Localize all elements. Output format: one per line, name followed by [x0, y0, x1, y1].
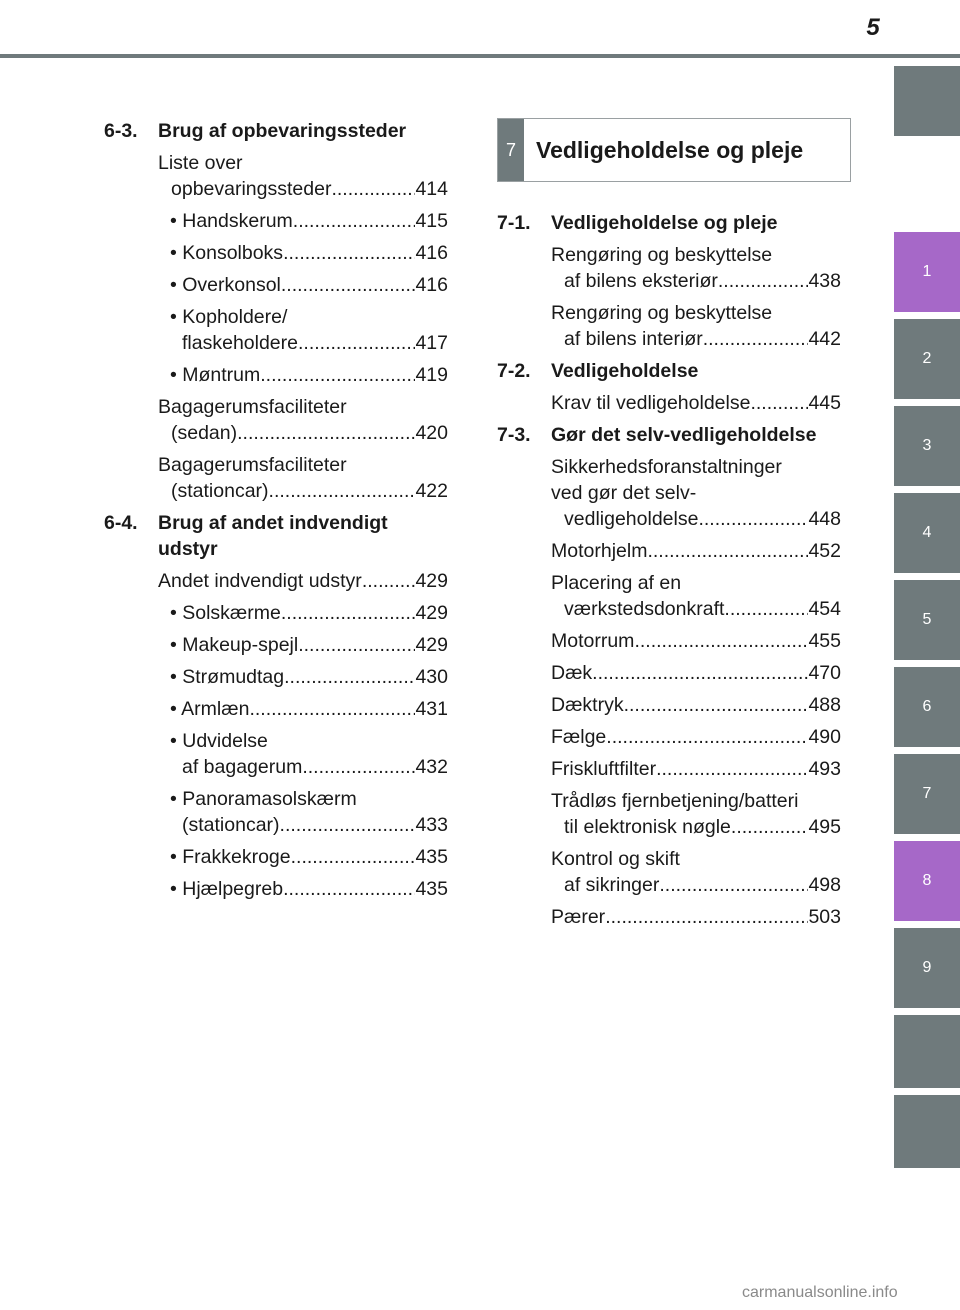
chapter-title: Vedligeholdelse og pleje — [536, 136, 804, 163]
toc-entry-label: (stationcar) — [171, 480, 269, 502]
section-title: Vedligeholdelse — [551, 360, 699, 382]
dot-leader — [750, 390, 808, 416]
toc-entry-line: Rengøring og beskyttelse — [551, 244, 773, 266]
toc-entry-label: Motorhjelm — [551, 540, 648, 562]
toc-entry[interactable] — [104, 150, 448, 202]
chapter-tab-blank-11[interactable] — [894, 1095, 960, 1168]
toc-right-column — [497, 204, 841, 930]
dot-leader — [283, 876, 415, 902]
toc-entry[interactable] — [497, 570, 841, 622]
toc-entry-label: Friskluftfilter — [551, 758, 657, 780]
toc-entry-line: • Kopholdere/ — [170, 306, 288, 328]
toc-entry[interactable] — [497, 628, 841, 654]
toc-entry-label: af bagagerum — [182, 756, 303, 778]
dot-leader — [634, 628, 808, 654]
dot-leader — [731, 814, 809, 840]
toc-entry-label: Dæktryk — [551, 694, 624, 716]
dot-leader — [284, 664, 415, 690]
toc-entry[interactable] — [104, 208, 448, 234]
dot-leader — [281, 600, 416, 626]
toc-entry-label: Pærer — [551, 906, 606, 928]
dot-leader — [283, 240, 415, 266]
toc-entry-label: • Makeup-spejl — [170, 634, 299, 656]
toc-entry[interactable] — [104, 696, 448, 722]
toc-entry[interactable] — [497, 242, 841, 294]
toc-entry[interactable] — [497, 454, 841, 532]
section-heading[interactable] — [104, 118, 448, 144]
dot-leader — [624, 692, 809, 718]
chapter-tab-4[interactable]: 4 — [894, 493, 960, 573]
dot-leader — [656, 756, 808, 782]
page-ref: 430 — [415, 666, 448, 688]
toc-entry[interactable] — [497, 756, 841, 782]
section-heading[interactable] — [497, 210, 841, 236]
chapter-tabs — [894, 66, 960, 1175]
toc-entry-label: vedligeholdelse — [564, 508, 699, 530]
toc-entry[interactable] — [104, 600, 448, 626]
toc-entry-line: • Udvidelse — [170, 730, 268, 752]
section-number: 7-1. — [497, 212, 531, 234]
toc-entry[interactable] — [104, 844, 448, 870]
toc-entry[interactable] — [497, 846, 841, 898]
toc-entry-label: • Overkonsol — [170, 274, 281, 296]
section-number: 6-4. — [104, 512, 138, 534]
toc-entry-line: Placering af en — [551, 572, 682, 594]
toc-entry-line: ved gør det selv- — [551, 482, 697, 504]
section-title: Brug af opbevaringssteder — [158, 120, 407, 142]
section-heading[interactable] — [497, 358, 841, 384]
page-ref: 493 — [808, 758, 841, 780]
page-ref: 498 — [808, 874, 841, 896]
toc-entry-label: • Møntrum — [170, 364, 261, 386]
toc-entry[interactable] — [104, 632, 448, 658]
toc-entry-line: Liste over — [158, 152, 243, 174]
page-ref: 454 — [808, 598, 841, 620]
dot-leader — [718, 268, 809, 294]
dot-leader — [698, 506, 808, 532]
section-number: 7-3. — [497, 424, 531, 446]
page-ref: 435 — [415, 846, 448, 868]
dot-leader — [331, 176, 415, 202]
page-ref: 420 — [415, 422, 448, 444]
toc-entry[interactable] — [104, 664, 448, 690]
page-ref: 416 — [415, 274, 448, 296]
chapter-tab-7[interactable]: 7 — [894, 754, 960, 834]
toc-entry-label: (stationcar) — [182, 814, 280, 836]
toc-entry[interactable] — [497, 692, 841, 718]
page-ref: 448 — [808, 508, 841, 530]
section-title: Brug af andet indvendigt udstyr — [158, 512, 388, 560]
toc-entry[interactable] — [104, 786, 448, 838]
toc-entry-label: Dæk — [551, 662, 593, 684]
toc-entry-label: • Handskerum — [170, 210, 293, 232]
page-ref: 429 — [415, 570, 448, 592]
page-ref: 455 — [808, 630, 841, 652]
page-ref: 429 — [415, 602, 448, 624]
dot-leader — [269, 478, 416, 504]
toc-entry-label: flaskeholdere — [182, 332, 298, 354]
chapter-heading-box — [497, 118, 851, 182]
toc-entry-label: • Strømudtag — [170, 666, 285, 688]
page-ref: 495 — [808, 816, 841, 838]
dot-leader — [302, 754, 415, 780]
page-ref: 442 — [808, 328, 841, 350]
toc-entry[interactable] — [104, 394, 448, 446]
toc-entry[interactable] — [104, 728, 448, 780]
dot-leader — [606, 724, 808, 750]
page-ref: 470 — [808, 662, 841, 684]
page-ref: 417 — [415, 332, 448, 354]
toc-entry-label: • Armlæn — [170, 698, 250, 720]
section-number: 6-3. — [104, 120, 138, 142]
chapter-tab-6[interactable]: 6 — [894, 667, 960, 747]
toc-entry-line: Bagagerumsfaciliteter — [158, 454, 347, 476]
toc-entry-line: Kontrol og skift — [551, 848, 680, 870]
chapter-number: 7 — [498, 119, 524, 181]
toc-entry-label: • Solskærme — [170, 602, 281, 624]
toc-entry-line: Sikkerhedsforanstaltninger — [551, 456, 782, 478]
toc-entry[interactable] — [104, 876, 448, 902]
section-heading[interactable] — [104, 510, 448, 562]
toc-entry[interactable] — [497, 300, 841, 352]
section-title: Gør det selv-vedligeholdelse — [551, 424, 817, 446]
toc-entry-line: Trådløs fjernbetjening/batteri — [551, 790, 799, 812]
toc-entry-label: af bilens interiør — [564, 328, 703, 350]
toc-entry-label: værkstedsdonkraft — [564, 598, 725, 620]
page-ref: 415 — [415, 210, 448, 232]
page-ref: 419 — [415, 364, 448, 386]
dot-leader — [260, 362, 415, 388]
chapter-tab-8[interactable]: 8 — [894, 841, 960, 921]
dot-leader — [647, 538, 808, 564]
toc-entry-label: af bilens eksteriør — [564, 270, 718, 292]
dot-leader — [703, 326, 809, 352]
toc-entry[interactable] — [104, 240, 448, 266]
toc-entry[interactable] — [104, 272, 448, 298]
toc-entry-label: Krav til vedligeholdelse — [551, 392, 751, 414]
dot-leader — [592, 660, 808, 686]
page-ref: 488 — [808, 694, 841, 716]
dot-leader — [724, 596, 808, 622]
dot-leader — [291, 844, 416, 870]
toc-left-column — [104, 112, 448, 902]
toc-entry-label: Fælge — [551, 726, 607, 748]
dot-leader — [298, 632, 415, 658]
page-ref: 422 — [415, 480, 448, 502]
toc-entry-label: Motorrum — [551, 630, 635, 652]
toc-entry-line: • Panoramasolskærm — [170, 788, 357, 810]
toc-entry[interactable] — [497, 390, 841, 416]
page-ref: 432 — [415, 756, 448, 778]
chapter-tab-blank-10[interactable] — [894, 1015, 960, 1088]
chapter-tab-1[interactable]: 1 — [894, 232, 960, 312]
page-number: 5 — [866, 14, 880, 41]
dot-leader — [249, 696, 415, 722]
toc-entry-label: opbevaringssteder — [171, 178, 332, 200]
page-ref: 503 — [808, 906, 841, 928]
section-title: Vedligeholdelse og pleje — [551, 212, 778, 234]
toc-entry[interactable] — [104, 452, 448, 504]
page-ref: 429 — [415, 634, 448, 656]
page-ref: 414 — [415, 178, 448, 200]
toc-entry-label: Andet indvendigt udstyr — [158, 570, 362, 592]
toc-entry[interactable] — [497, 660, 841, 686]
chapter-tab-9[interactable]: 9 — [894, 928, 960, 1008]
section-heading[interactable] — [497, 422, 841, 448]
toc-entry[interactable] — [104, 568, 448, 594]
toc-entry-label: • Hjælpegreb — [170, 878, 284, 900]
dot-leader — [298, 330, 415, 356]
dot-leader — [362, 568, 416, 594]
toc-entry-line: Rengøring og beskyttelse — [551, 302, 773, 324]
toc-entry-label: • Konsolboks — [170, 242, 284, 264]
chapter-tab-5[interactable]: 5 — [894, 580, 960, 660]
toc-entry-label: (sedan) — [171, 422, 238, 444]
dot-leader — [659, 872, 808, 898]
chapter-tab-3[interactable]: 3 — [894, 406, 960, 486]
toc-entry[interactable] — [497, 788, 841, 840]
dot-leader — [237, 420, 415, 446]
chapter-tab-blank-0[interactable] — [894, 66, 960, 136]
page-ref: 445 — [808, 392, 841, 414]
toc-entry-label: • Frakkekroge — [170, 846, 291, 868]
page-ref: 435 — [415, 878, 448, 900]
toc-entry-label: til elektronisk nøgle — [564, 816, 731, 838]
toc-entry[interactable] — [497, 538, 841, 564]
page-ref: 438 — [808, 270, 841, 292]
toc-entry[interactable] — [497, 904, 841, 930]
toc-entry-line: Bagagerumsfaciliteter — [158, 396, 347, 418]
chapter-tab-2[interactable]: 2 — [894, 319, 960, 399]
dot-leader — [293, 208, 416, 234]
toc-entry[interactable] — [497, 724, 841, 750]
page-ref: 431 — [415, 698, 448, 720]
watermark: carmanualsonline.info — [742, 1284, 898, 1301]
page-ref: 416 — [415, 242, 448, 264]
section-number: 7-2. — [497, 360, 531, 382]
page-ref: 452 — [808, 540, 841, 562]
page-ref: 490 — [808, 726, 841, 748]
dot-leader — [281, 272, 416, 298]
top-divider — [0, 54, 960, 58]
dot-leader — [605, 904, 808, 930]
toc-entry[interactable] — [104, 304, 448, 356]
page-ref: 433 — [415, 814, 448, 836]
dot-leader — [280, 812, 416, 838]
toc-entry[interactable] — [104, 362, 448, 388]
toc-entry-label: af sikringer — [564, 874, 660, 896]
